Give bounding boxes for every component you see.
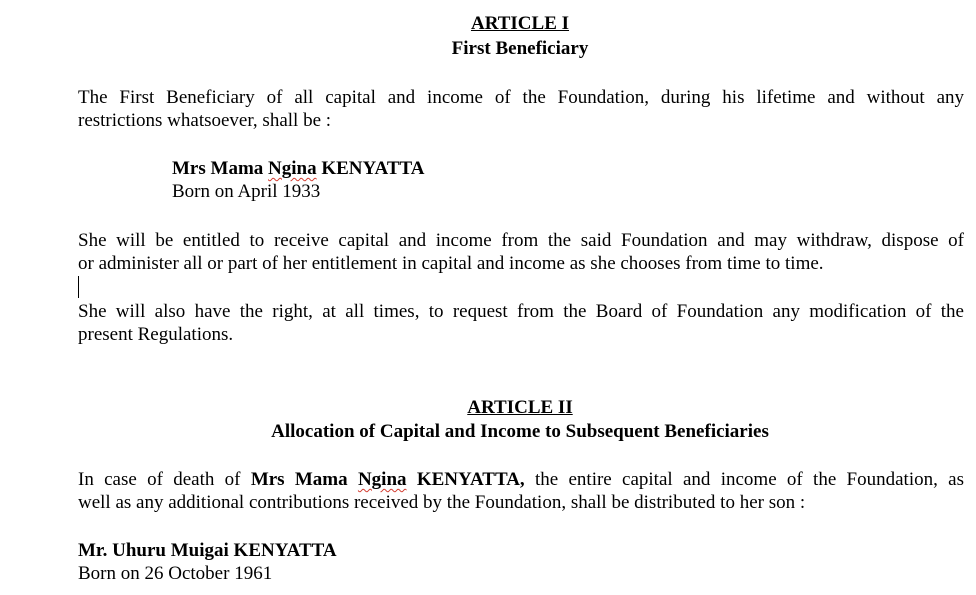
name-part: Mrs Mama <box>250 469 358 490</box>
spellcheck-flagged-word[interactable]: Ngina <box>357 469 407 490</box>
article-1-subheading: First Beneficiary <box>451 38 589 59</box>
article-2-death-paragraph[interactable] <box>78 468 964 514</box>
name-part: KENYATTA <box>316 158 425 179</box>
second-beneficiary-birth[interactable]: Born on 26 October 1961 <box>78 563 273 584</box>
text-cursor <box>78 276 79 298</box>
paragraph-line[interactable]: She will also have the right, at all times, to request from the Board of Foundation any modification of the <box>78 301 964 322</box>
spellcheck-flagged-word[interactable]: Ngina <box>268 158 317 179</box>
paragraph-line[interactable]: She will be entitled to receive capital and income from the said Foundation and may withdraw, dispose of <box>78 230 964 251</box>
paragraph-line[interactable]: restrictions whatsoever, shall be : <box>78 110 332 131</box>
first-beneficiary-block[interactable] <box>172 157 424 203</box>
article-2-heading: ARTICLE II <box>467 397 573 418</box>
first-beneficiary-name[interactable] <box>172 157 424 180</box>
article-1-intro-paragraph[interactable] <box>78 86 964 132</box>
second-beneficiary-block[interactable] <box>78 539 337 585</box>
article-1-rights-paragraph[interactable] <box>78 300 964 346</box>
text-run: the entire capital and income of the Foundation, as <box>524 469 964 490</box>
paragraph-line[interactable] <box>78 468 964 491</box>
text-run: In case of death of <box>78 469 251 490</box>
paragraph-line[interactable]: or administer all or part of her entitlement in capital and income as she chooses from time to time. <box>78 253 824 274</box>
second-beneficiary-name[interactable] <box>78 539 337 562</box>
paragraph-line[interactable]: The First Beneficiary of all capital and income of the Foundation, during his lifetime and without any <box>78 87 964 108</box>
paragraph-line[interactable]: present Regulations. <box>78 324 234 345</box>
article-2-subheading: Allocation of Capital and Income to Subsequent Beneficiaries <box>271 421 769 442</box>
article-1-heading: ARTICLE I <box>470 13 570 34</box>
article-1-entitlement-paragraph[interactable] <box>78 229 964 275</box>
paragraph-line[interactable]: well as any additional contributions received by the Foundation, shall be distributed to her son : <box>78 492 806 513</box>
first-beneficiary-birth[interactable]: Born on April 1933 <box>172 181 321 202</box>
name-part: KENYATTA, <box>406 469 525 490</box>
name-part: Mrs Mama <box>172 158 269 179</box>
name-text: Mr. Uhuru Muigai KENYATTA <box>78 540 337 561</box>
